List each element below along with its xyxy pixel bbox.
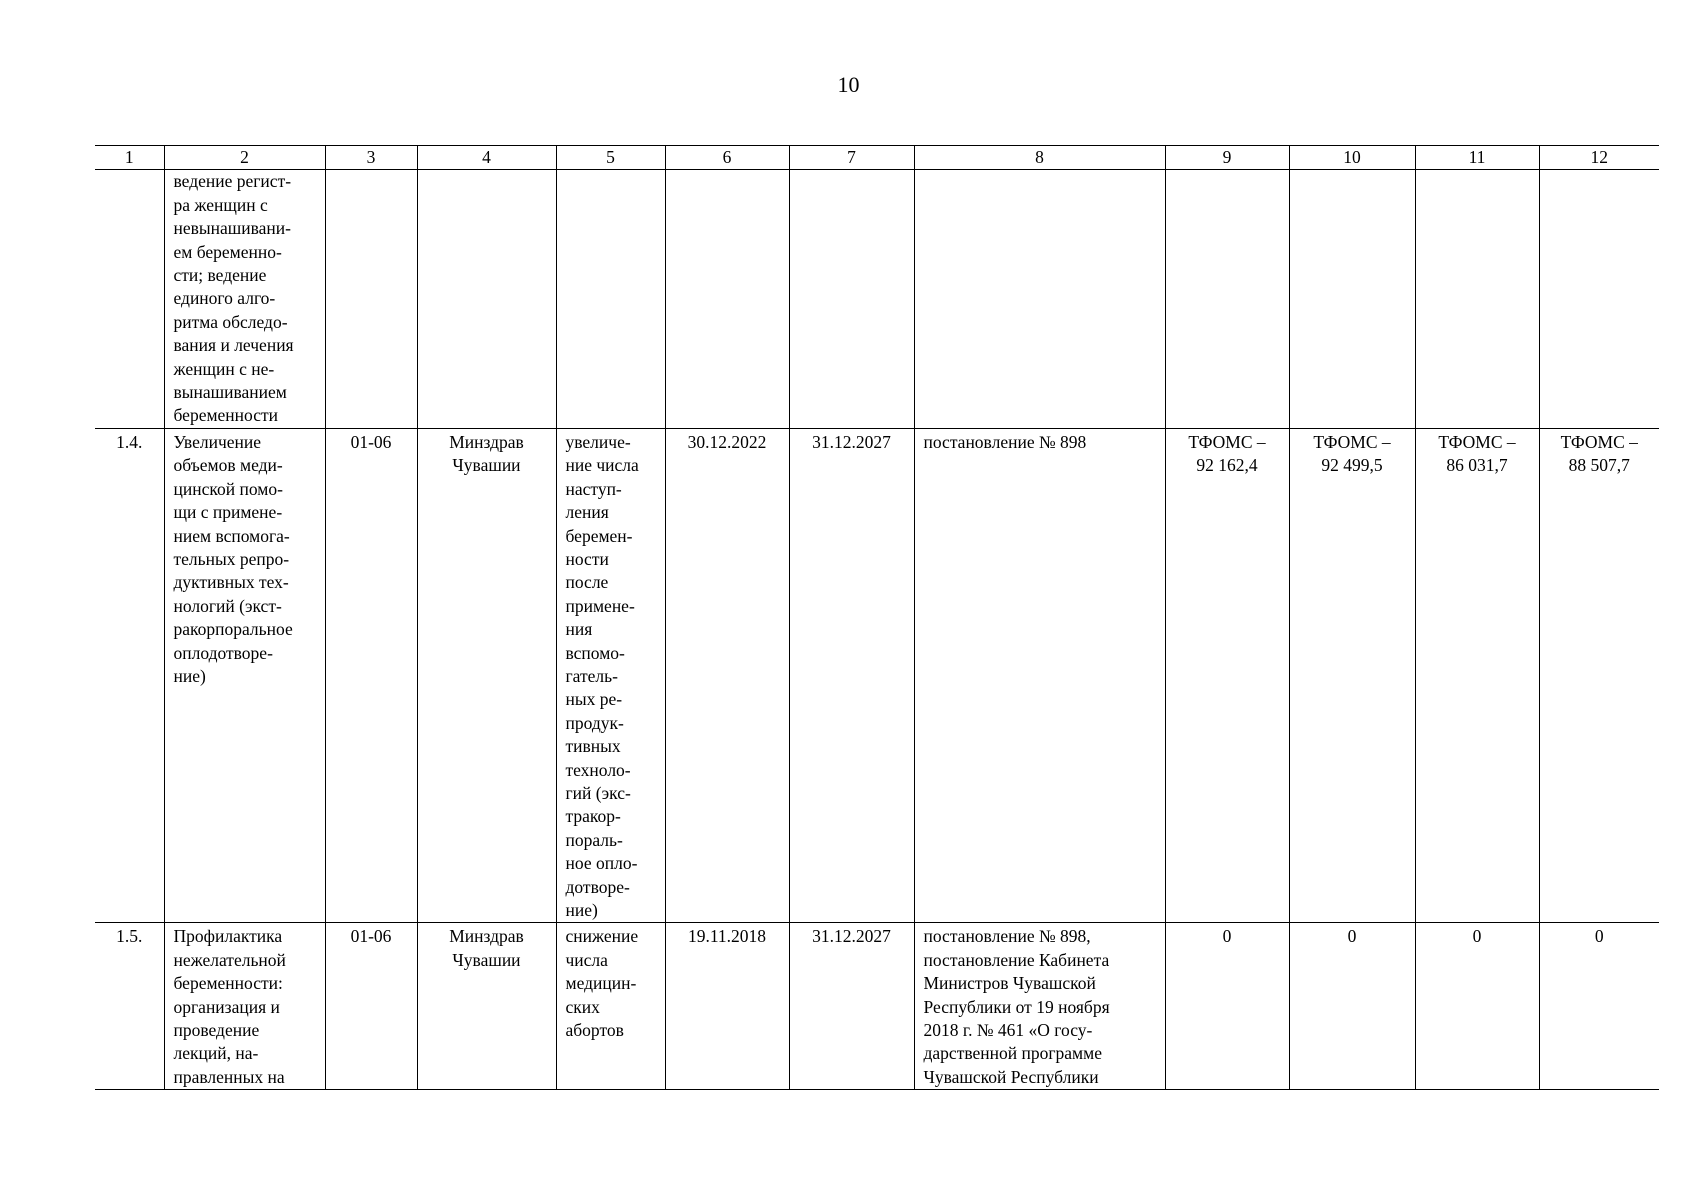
- column-header: 11: [1415, 146, 1539, 170]
- column-header: 6: [665, 146, 789, 170]
- expected-result: снижение числа медицин- ских абортов: [556, 923, 665, 1090]
- legal-document: [914, 170, 1165, 428]
- table-row: [95, 428, 1659, 923]
- legal-document: постановление № 898, постановление Кабинета Министров Чувашской Республики от 19 ноября 2018 г. № 461 «О госу- дарственной программе Чувашской Республики: [914, 923, 1165, 1090]
- column-header: 12: [1539, 146, 1659, 170]
- funding-year-3: [1415, 170, 1539, 428]
- funding-year-1: ТФОМС – 92 162,4: [1165, 428, 1289, 923]
- code: [325, 170, 417, 428]
- code: 01-06: [325, 923, 417, 1090]
- code: 01-06: [325, 428, 417, 923]
- page-number: 10: [837, 72, 860, 97]
- event-name: ведение регист- ра женщин с невынашивани- ем беременно- сти; ведение единого алго- ритма обследо- вания и лечения женщин с не- вынашиванием беременности: [164, 170, 325, 428]
- legal-document: постановление № 898: [914, 428, 1165, 923]
- row-number: 1.4.: [95, 428, 164, 923]
- column-header: 9: [1165, 146, 1289, 170]
- column-header: 7: [789, 146, 914, 170]
- table-row: [95, 923, 1659, 1090]
- event-name: Увеличение объемов меди- цинской помо- щи с примене- нием вспомога- тельных репро- дуктивных тех- нологий (экст- ракорпоральное оплодотворе- ние): [164, 428, 325, 923]
- expected-result: увеличе- ние числа наступ- ления беремен- ности после примене- ния вспомо- гатель- ных ре- продук- тивных техноло- гий (экс- тракор- пораль- ное опло- дотворе- ние): [556, 428, 665, 923]
- end-date: 31.12.2027: [789, 428, 914, 923]
- executor: [417, 170, 556, 428]
- funding-year-1: 0: [1165, 923, 1289, 1090]
- column-header: 10: [1289, 146, 1415, 170]
- executor: Минздрав Чувашии: [417, 428, 556, 923]
- funding-year-3: ТФОМС – 86 031,7: [1415, 428, 1539, 923]
- row-number: [95, 170, 164, 428]
- expected-result: [556, 170, 665, 428]
- funding-year-2: [1289, 170, 1415, 428]
- column-header: 4: [417, 146, 556, 170]
- row-number: 1.5.: [95, 923, 164, 1090]
- table-row: [95, 170, 1659, 428]
- end-date: [789, 170, 914, 428]
- funding-year-3: 0: [1415, 923, 1539, 1090]
- funding-year-4: ТФОМС – 88 507,7: [1539, 428, 1659, 923]
- funding-year-2: 0: [1289, 923, 1415, 1090]
- column-header: 1: [95, 146, 164, 170]
- column-number-row: [95, 146, 1659, 170]
- column-header: 5: [556, 146, 665, 170]
- funding-year-4: 0: [1539, 923, 1659, 1090]
- start-date: 19.11.2018: [665, 923, 789, 1090]
- column-header: 8: [914, 146, 1165, 170]
- funding-year-1: [1165, 170, 1289, 428]
- funding-year-2: ТФОМС – 92 499,5: [1289, 428, 1415, 923]
- event-name: Профилактика нежелательной беременности: организация и проведение лекций, на- правленных на: [164, 923, 325, 1090]
- start-date: [665, 170, 789, 428]
- column-header: 3: [325, 146, 417, 170]
- executor: Минздрав Чувашии: [417, 923, 556, 1090]
- end-date: 31.12.2027: [789, 923, 914, 1090]
- column-header: 2: [164, 146, 325, 170]
- start-date: 30.12.2022: [665, 428, 789, 923]
- measures-table: [95, 145, 1659, 1090]
- funding-year-4: [1539, 170, 1659, 428]
